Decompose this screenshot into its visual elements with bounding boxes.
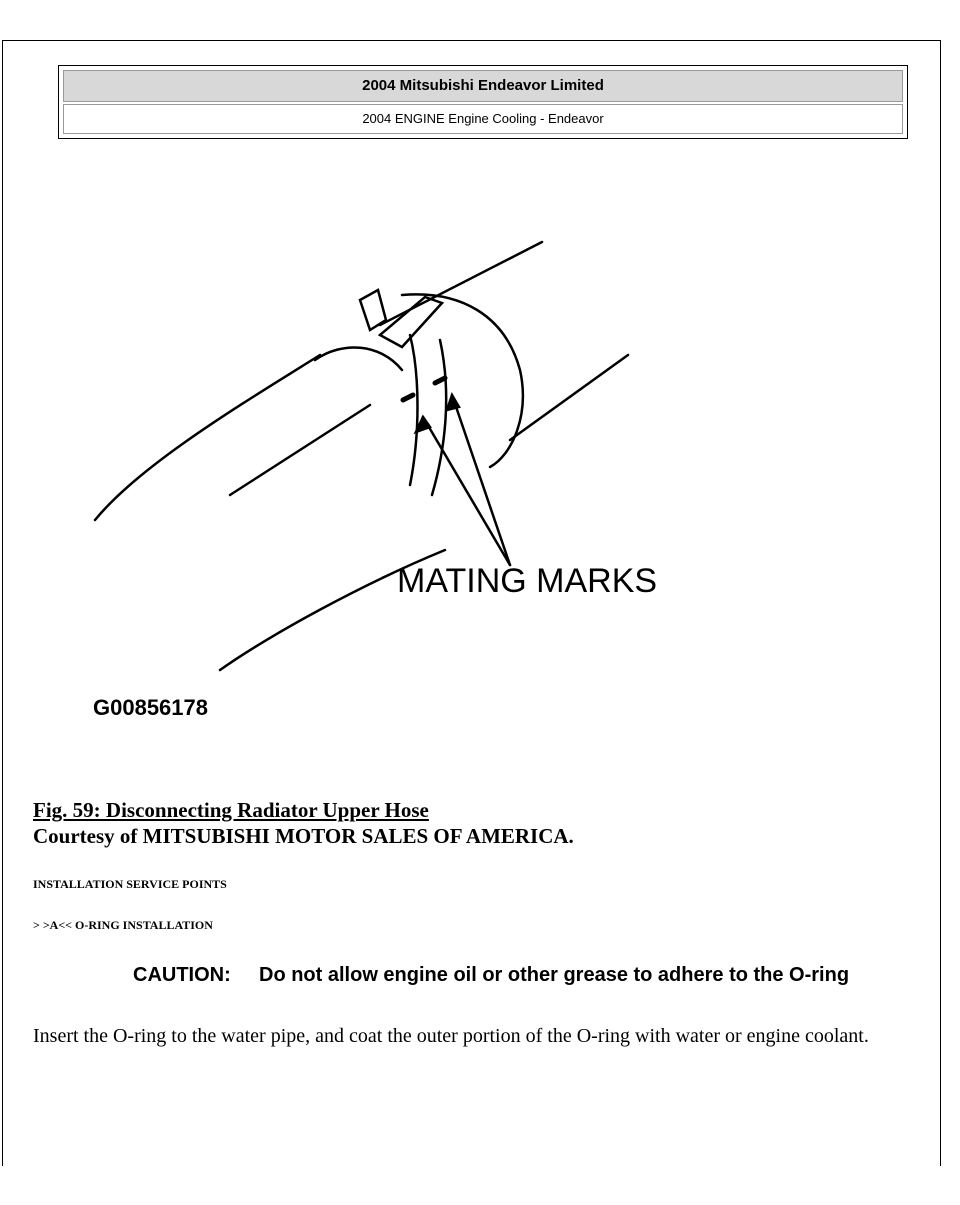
header-subtitle: 2004 ENGINE Engine Cooling - Endeavor: [63, 104, 903, 134]
document-header: [58, 65, 908, 139]
section-subheading: > >A<< O-RING INSTALLATION: [33, 918, 213, 932]
figure-caption-credit: Courtesy of MITSUBISHI MOTOR SALES OF AMERICA.: [33, 824, 574, 848]
body-paragraph: Insert the O-ring to the water pipe, and coat the outer portion of the O-ring with water or engine coolant.: [33, 1025, 869, 1047]
radiator-hose-clamp-illustration: [80, 235, 700, 730]
header-title: 2004 Mitsubishi Endeavor Limited: [63, 70, 903, 102]
mating-marks-callout: MATING MARKS: [397, 562, 658, 600]
caution-label: CAUTION:: [133, 964, 231, 986]
figure-caption-title: Fig. 59: Disconnecting Radiator Upper Hose: [33, 798, 429, 822]
figure-id-label: G00856178: [93, 695, 208, 720]
caution-text: Do not allow engine oil or other grease to adhere to the O-ring: [259, 964, 850, 986]
section-heading: INSTALLATION SERVICE POINTS: [33, 877, 227, 891]
